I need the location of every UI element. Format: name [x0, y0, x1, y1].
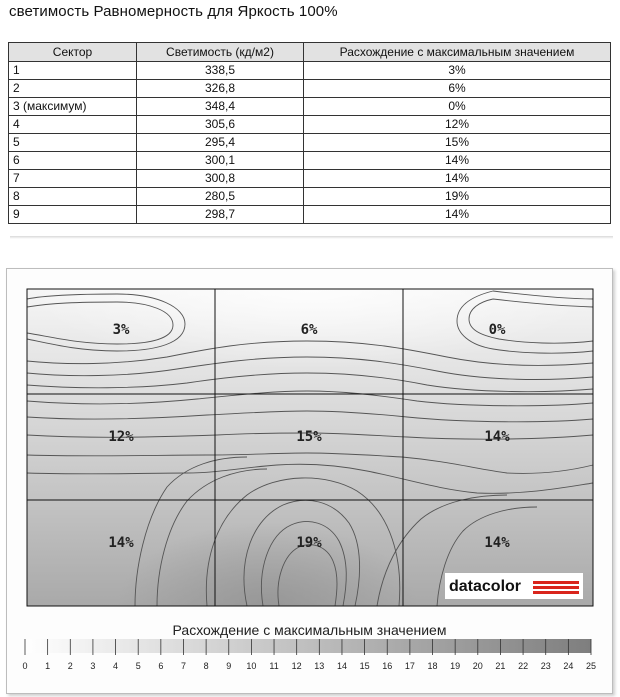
luminance-cell: 295,4	[137, 134, 304, 152]
sector-cell: 3 (максимум)	[9, 98, 137, 116]
scale-tick-label: 15	[359, 661, 370, 671]
scale-tick-label: 1	[45, 661, 51, 671]
table-row	[9, 170, 611, 188]
table-row	[9, 98, 611, 116]
scale-tick-label: 7	[180, 661, 186, 671]
table-row	[9, 206, 611, 224]
scale-tick-label: 5	[135, 661, 141, 671]
luminance-cell: 300,1	[137, 152, 304, 170]
uniformity-table	[8, 42, 611, 224]
scale-tick-label: 10	[246, 661, 257, 671]
color-scale-bar	[25, 639, 591, 653]
scale-tick-label: 22	[518, 661, 529, 671]
logo-accent-bar-2	[533, 586, 579, 589]
sector-label-7: 14%	[108, 535, 134, 551]
sector-cell: 2	[9, 80, 137, 98]
scale-tick-label: 23	[540, 661, 551, 671]
table-header-row	[9, 43, 611, 62]
luminance-cell: 298,7	[137, 206, 304, 224]
table-row	[9, 116, 611, 134]
luminance-cell: 300,8	[137, 170, 304, 188]
deviation-cell: 12%	[304, 116, 611, 134]
sector-label-5: 15%	[296, 429, 322, 445]
sector-cell: 7	[9, 170, 137, 188]
color-scale-title: Расхождение с максимальным значением	[172, 622, 447, 638]
heatmap-shade	[117, 439, 417, 606]
table-shadow	[10, 236, 613, 239]
table-row	[9, 134, 611, 152]
scale-tick-label: 12	[291, 661, 302, 671]
scale-tick-label: 18	[427, 661, 438, 671]
column-header-deviation: Расхождение с максимальным значением	[304, 43, 611, 62]
deviation-cell: 6%	[304, 80, 611, 98]
scale-tick-label: 0	[22, 661, 28, 671]
sector-label-9: 14%	[484, 535, 510, 551]
sector-cell: 8	[9, 188, 137, 206]
scale-tick-label: 25	[585, 661, 597, 671]
scale-tick-label: 11	[269, 661, 279, 671]
column-header-sector: Сектор	[9, 43, 137, 62]
logo-accent-bar-1	[533, 581, 579, 584]
scale-tick-label: 16	[382, 661, 393, 671]
scale-tick-label: 2	[67, 661, 73, 671]
logo-accent-bar-3	[533, 591, 579, 594]
luminance-cell: 280,5	[137, 188, 304, 206]
deviation-cell: 14%	[304, 206, 611, 224]
uniformity-figure	[6, 268, 613, 694]
table-row	[9, 188, 611, 206]
sector-label-1: 3%	[112, 322, 130, 338]
luminance-cell: 326,8	[137, 80, 304, 98]
sector-label-6: 14%	[484, 429, 510, 445]
table-row	[9, 80, 611, 98]
scale-tick-label: 13	[314, 661, 325, 671]
logo-text: datacolor	[449, 578, 522, 595]
luminance-cell: 338,5	[137, 62, 304, 80]
scale-tick-label: 17	[404, 661, 415, 671]
sector-cell: 5	[9, 134, 137, 152]
deviation-cell: 0%	[304, 98, 611, 116]
scale-tick-label: 20	[472, 661, 483, 671]
deviation-cell: 19%	[304, 188, 611, 206]
sector-label-8: 19%	[296, 535, 322, 551]
heatmap-highlight	[27, 289, 593, 449]
scale-tick-label: 21	[495, 661, 506, 671]
datacolor-logo	[445, 573, 583, 599]
scale-tick-label: 9	[226, 661, 232, 671]
sector-cell: 9	[9, 206, 137, 224]
deviation-cell: 15%	[304, 134, 611, 152]
sector-label-3: 0%	[488, 322, 506, 338]
scale-tick-label: 14	[336, 661, 347, 671]
deviation-cell: 14%	[304, 170, 611, 188]
scale-tick-label: 8	[203, 661, 209, 671]
color-scale	[22, 639, 596, 671]
table-row	[9, 62, 611, 80]
scale-tick-label: 19	[450, 661, 461, 671]
sector-cell: 1	[9, 62, 137, 80]
scale-tick-label: 6	[158, 661, 164, 671]
scale-tick-label: 4	[113, 661, 119, 671]
sector-label-4: 12%	[108, 429, 134, 445]
column-header-luminance: Светимость (кд/м2)	[137, 43, 304, 62]
deviation-cell: 14%	[304, 152, 611, 170]
luminance-cell: 348,4	[137, 98, 304, 116]
page-title: светимость Равномерность для Яркость 100%	[9, 3, 338, 20]
deviation-cell: 3%	[304, 62, 611, 80]
sector-label-2: 6%	[300, 322, 318, 338]
scale-tick-label: 3	[90, 661, 96, 671]
luminance-cell: 305,6	[137, 116, 304, 134]
uniformity-table-container	[8, 42, 611, 224]
sector-cell: 4	[9, 116, 137, 134]
scale-tick-label: 24	[563, 661, 574, 671]
table-row	[9, 152, 611, 170]
sector-cell: 6	[9, 152, 137, 170]
